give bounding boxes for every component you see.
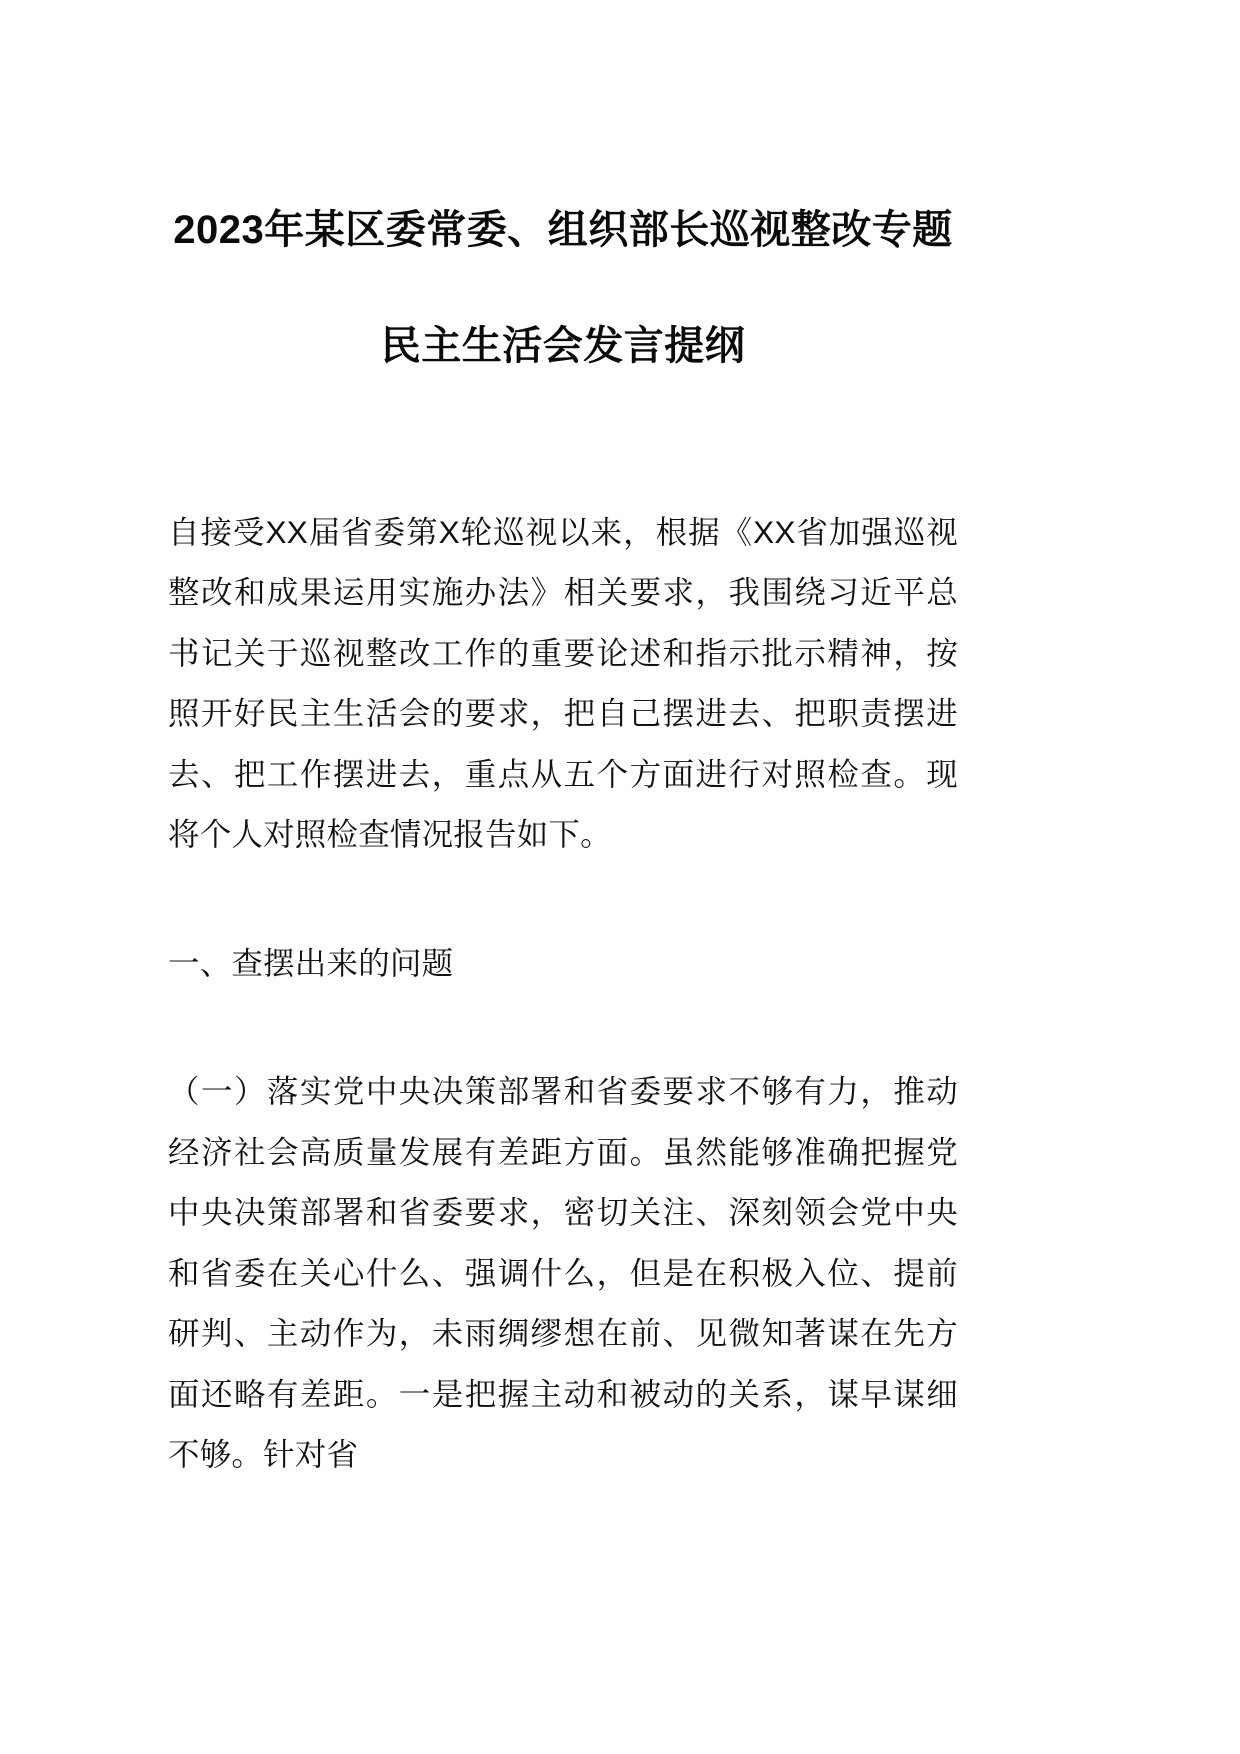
intro-paragraph: 自接受XX届省委第X轮巡视以来，根据《XX省加强巡视整改和成果运用实施办法》相关要求，我围绕习近平总书记关于巡视整改工作的重要论述和指示批示精神，按照开好民主生活会的要求，把自己摆进去、把职责摆进去、把工作摆进去，重点从五个方面进行对照检查。现将个人对照检查情况报告如下。 bbox=[168, 514, 958, 853]
subsection-paragraph-1: （一）落实党中央决策部署和省委要求不够有力，推动经济社会高质量发展有差距方面。虽然能够准确把握党中央决策部署和省委要求，密切关注、深刻领会党中央和省委在关心什么、强调什么，但是在积极入位、提前研判、主动作为，未雨绸缪想在前、见微知著谋在先方面还略有差距。一是把握主动和被动的关系，谋早谋细不够。针对省 bbox=[168, 1073, 958, 1473]
page-title: 2023年某区委常委、组织部长巡视整改专题民主生活会发言提纲 bbox=[173, 208, 953, 368]
document-body bbox=[168, 502, 958, 1485]
section-heading-1: 一、查摆出来的问题 bbox=[168, 944, 454, 981]
heading-spacer bbox=[168, 1035, 958, 1061]
paragraph-spacer bbox=[168, 907, 958, 933]
document-content-column bbox=[168, 0, 958, 1485]
